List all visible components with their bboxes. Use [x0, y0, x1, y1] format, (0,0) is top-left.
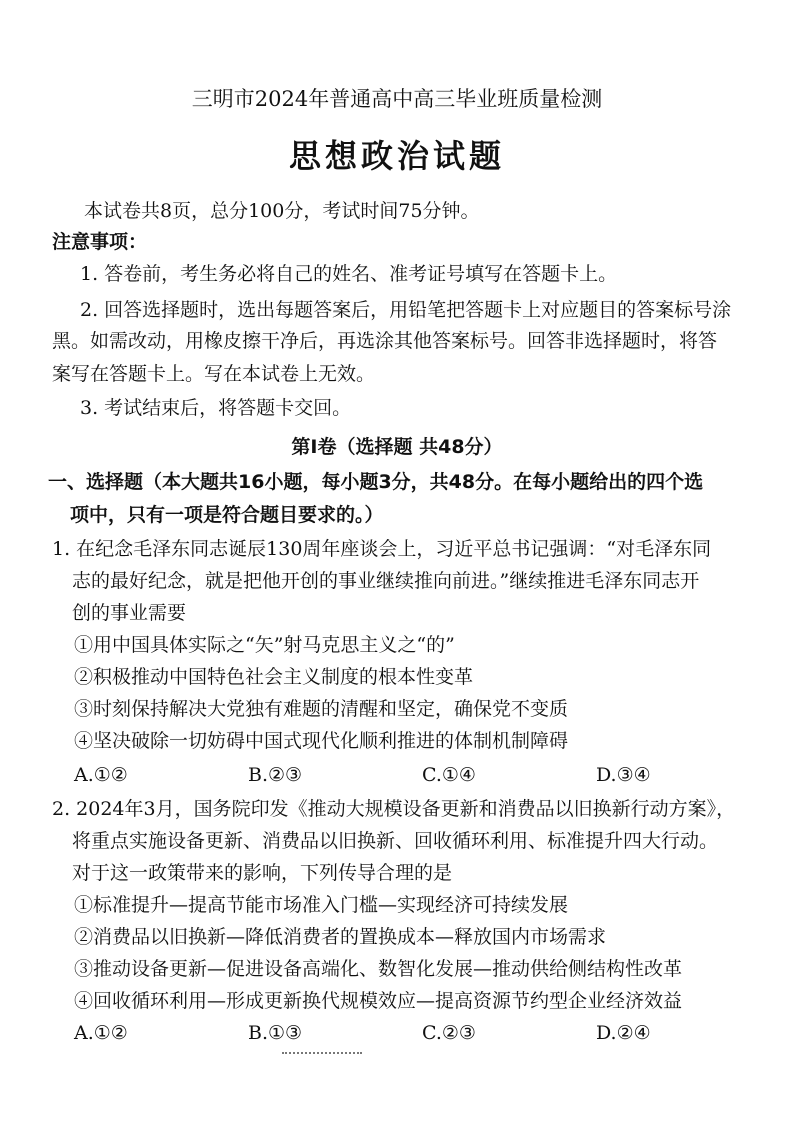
notice-item: 黑。如需改动，用橡皮擦干净后，再选涂其他答案标号。回答非选择题时，将答: [52, 330, 718, 352]
option-c: C.②③: [422, 1022, 476, 1044]
question-1-text: 创的事业需要: [72, 602, 187, 624]
question-2-statement: ③推动设备更新—促进设备高端化、数智化发展—推动供给侧结构性改革: [74, 958, 683, 980]
question-1-text: 1. 在纪念毛泽东同志诞辰130周年座谈会上，习近平总书记强调：“对毛泽东同: [52, 538, 712, 560]
question-1-statement: ②积极推动中国特色社会主义制度的根本性变革: [74, 666, 474, 688]
notice-item: 2. 回答选择题时，选出每题答案后，用铅笔把答题卡上对应题目的答案标号涂: [80, 299, 732, 321]
option-d: D.③④: [596, 764, 651, 786]
notice-item: 3. 考试结束后，将答题卡交回。: [80, 397, 352, 419]
question-1-statement: ③时刻保持解决大党独有难题的清醒和坚定，确保党不变质: [74, 698, 569, 720]
section-heading: 项中，只有一项是符合题目要求的。）: [70, 504, 384, 526]
option-b: B.①③: [248, 1022, 303, 1044]
part-title: 第Ⅰ卷（选择题 共48分）: [291, 436, 503, 458]
notice-item: 1. 答卷前，考生务必将自己的姓名、准考证号填写在答题卡上。: [80, 263, 618, 285]
question-1-text: 志的最好纪念，就是把他开创的事业继续推向前进。”继续推进毛泽东同志开: [72, 570, 700, 592]
exam-title: 思想政治试题: [288, 137, 505, 175]
exam-subtitle: 三明市2024年普通高中高三毕业班质量检测: [191, 87, 603, 111]
question-2-statement: ①标准提升—提高节能市场准入门槛—实现经济可持续发展: [74, 894, 569, 916]
question-2-options: [74, 1020, 770, 1046]
question-2-statement: ②消费品以旧换新—降低消费者的置换成本—释放国内市场需求: [74, 926, 607, 948]
exam-intro: 本试卷共8页，总分100分，考试时间75分钟。: [84, 200, 480, 222]
page-footer-mark: [282, 1052, 362, 1060]
question-2-text: 对于这一政策带来的影响，下列传导合理的是: [72, 862, 453, 884]
question-1-statement: ④坚决破除一切妨碍中国式现代化顺利推进的体制机制障碍: [74, 730, 569, 752]
notice-heading: 注意事项：: [52, 231, 148, 253]
notice-item: 案写在答题卡上。写在本试卷上无效。: [52, 363, 376, 385]
option-a: A.①②: [74, 764, 128, 786]
question-1-options: [74, 762, 770, 788]
question-1-statement: ①用中国具体实际之“矢”射马克思主义之“的”: [74, 634, 455, 656]
question-2-text: 将重点实施设备更新、消费品以旧换新、回收循环利用、标准提升四大行动。: [72, 830, 719, 852]
section-heading: 一、选择题（本大题共16小题，每小题3分，共48分。在每小题给出的四个选: [48, 471, 704, 493]
option-b: B.②③: [248, 764, 303, 786]
option-a: A.①②: [74, 1022, 128, 1044]
question-2-text: 2. 2024年3月，国务院印发《推动大规模设备更新和消费品以旧换新行动方案》，: [52, 798, 736, 820]
question-2-statement: ④回收循环利用—形成更新换代规模效应—提高资源节约型企业经济效益: [74, 990, 683, 1012]
option-c: C.①④: [422, 764, 476, 786]
option-d: D.②④: [596, 1022, 651, 1044]
